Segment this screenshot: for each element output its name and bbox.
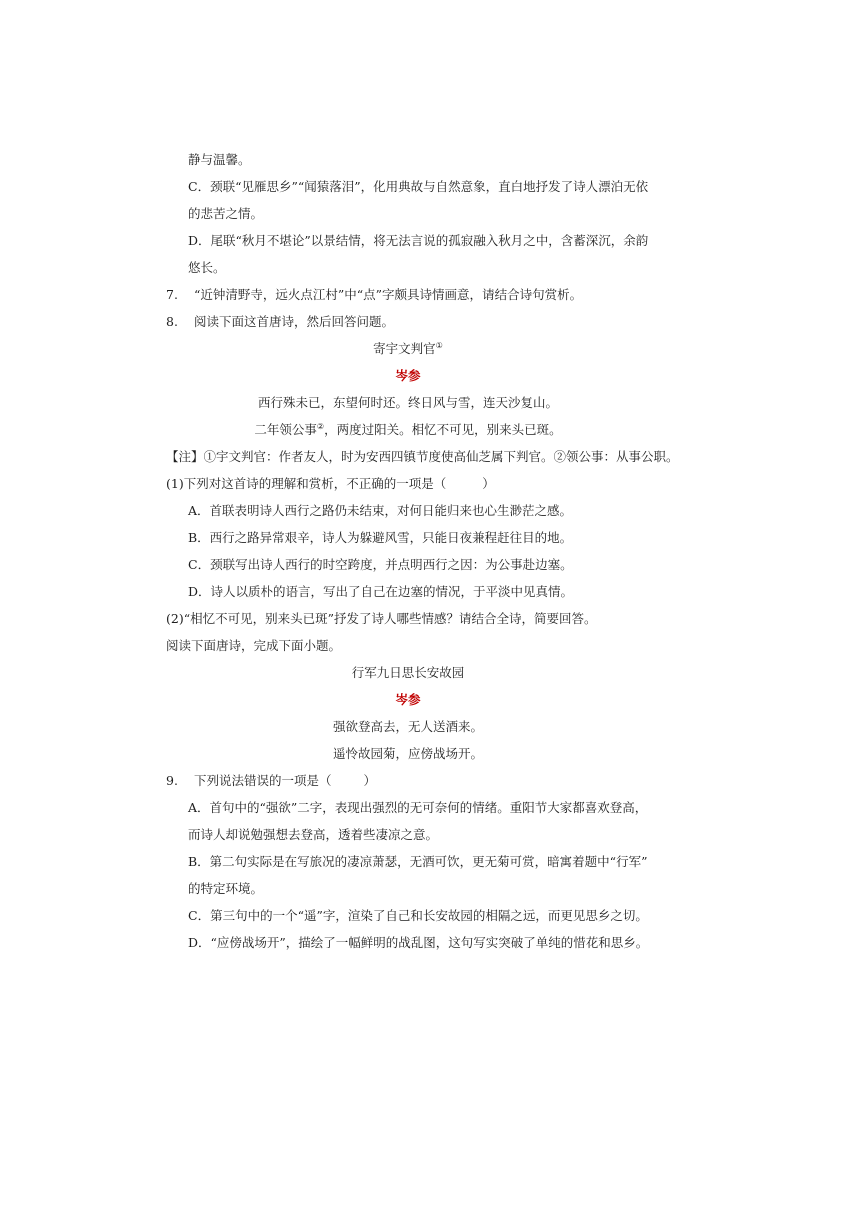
question-8-option-d: D．诗人以质朴的语言，写出了自己在边塞的情况，于平淡中见真情。 <box>188 584 574 599</box>
question-7-text: “近钟清野寺，远火点江村”中“点”字颇具诗情画意，请结合诗句赏析。 <box>194 287 583 302</box>
q6-option-d-line2: 悠长。 <box>188 260 226 275</box>
poem1-line2-part2: ，两度过阳关。相忆不可见，别来头已斑。 <box>324 422 562 437</box>
question-8-sub1-stem-end: ） <box>482 476 495 491</box>
poem1-line1: 西行殊未已，东望何时还。终日风与雪，连天沙复山。 <box>257 395 558 410</box>
question-9-option-a-line1: A．首句中的“强欲”二字，表现出强烈的无可奈何的情绪。重阳节大家都喜欢登高， <box>188 800 648 815</box>
question-8-number: 8. <box>166 314 178 329</box>
poem1-title-text: 寄宇文判官 <box>373 341 436 356</box>
question-8-sub1-stem <box>166 476 495 492</box>
poem1-annotation: 【注】①宇文判官：作者友人，时为安西四镇节度使高仙芝属下判官。②领公事：从事公职。 <box>166 449 679 464</box>
question-9 <box>166 773 376 789</box>
poem2-title: 行军九日思长安故园 <box>351 665 465 680</box>
question-8 <box>166 314 394 330</box>
question-8-option-c: C．颈联写出诗人西行的时空跨度，并点明西行之因：为公事赴边塞。 <box>188 557 573 572</box>
question-9-option-b-line1: B．第二句实际是在写旅况的凄凉萧瑟，无酒可饮，更无菊可赏，暗寓着题中“行军” <box>188 854 648 869</box>
poem1-title <box>0 341 816 357</box>
question-9-stem-end: ） <box>363 773 377 788</box>
question-8-sub1-stem-text: (1)下列对这首诗的理解和赏析，不正确的一项是（ <box>166 476 447 491</box>
question-8-sub2: (2)“相忆不可见，别来头已斑”抒发了诗人哪些情感？请结合全诗，简要回答。 <box>166 611 597 626</box>
question-9-stem: 下列说法错误的一项是（ <box>194 773 332 788</box>
question-9-number: 9. <box>166 773 178 788</box>
poem2-line2: 遥怜故园菊，应傍战场开。 <box>332 746 483 761</box>
poem1-author: 岑参 <box>395 368 421 383</box>
question-7-number: 7. <box>166 287 178 302</box>
q6-option-c-line2: 的悲苦之情。 <box>188 206 264 221</box>
question-8-option-a: A．首联表明诗人西行之路仍未结束，对何日能归来也心生渺茫之感。 <box>188 503 573 518</box>
reading-instruction: 阅读下面唐诗，完成下面小题。 <box>166 638 342 653</box>
question-9-option-b-line2: 的特定环境。 <box>188 881 264 896</box>
poem1-line2-part1: 二年领公事 <box>254 422 317 437</box>
q6-option-b-continuation: 静与温馨。 <box>188 152 251 167</box>
question-9-option-d: D．“应傍战场开”，描绘了一幅鲜明的战乱图，这句写实突破了单纯的惜花和思乡。 <box>188 935 649 950</box>
question-7 <box>166 287 582 303</box>
poem1-line2 <box>0 422 816 438</box>
question-8-option-b: B．西行之路异常艰辛，诗人为躲避风雪，只能日夜兼程赶往目的地。 <box>188 530 573 545</box>
q6-option-c-line1: C．颈联“见雁思乡”“闻猿落泪”，化用典故与自然意象，直白地抒发了诗人漂泊无依 <box>188 179 649 194</box>
poem1-line2-footnote-mark: ② <box>316 421 325 431</box>
question-9-option-a-line2: 而诗人却说勉强想去登高，透着些凄凉之意。 <box>188 827 439 842</box>
poem2-author: 岑参 <box>395 692 421 707</box>
poem1-title-footnote-mark: ① <box>435 340 443 350</box>
poem2-line1: 强欲登高去，无人送酒来。 <box>332 719 483 734</box>
question-9-option-c: C．第三句中的一个“遥”字，渲染了自己和长安故园的相隔之远，而更见思乡之切。 <box>188 908 648 923</box>
q6-option-d-line1: D．尾联“秋月不堪论”以景结情，将无法言说的孤寂融入秋月之中，含蓄深沉，余韵 <box>188 233 649 248</box>
question-8-text: 阅读下面这首唐诗，然后回答问题。 <box>194 314 395 329</box>
